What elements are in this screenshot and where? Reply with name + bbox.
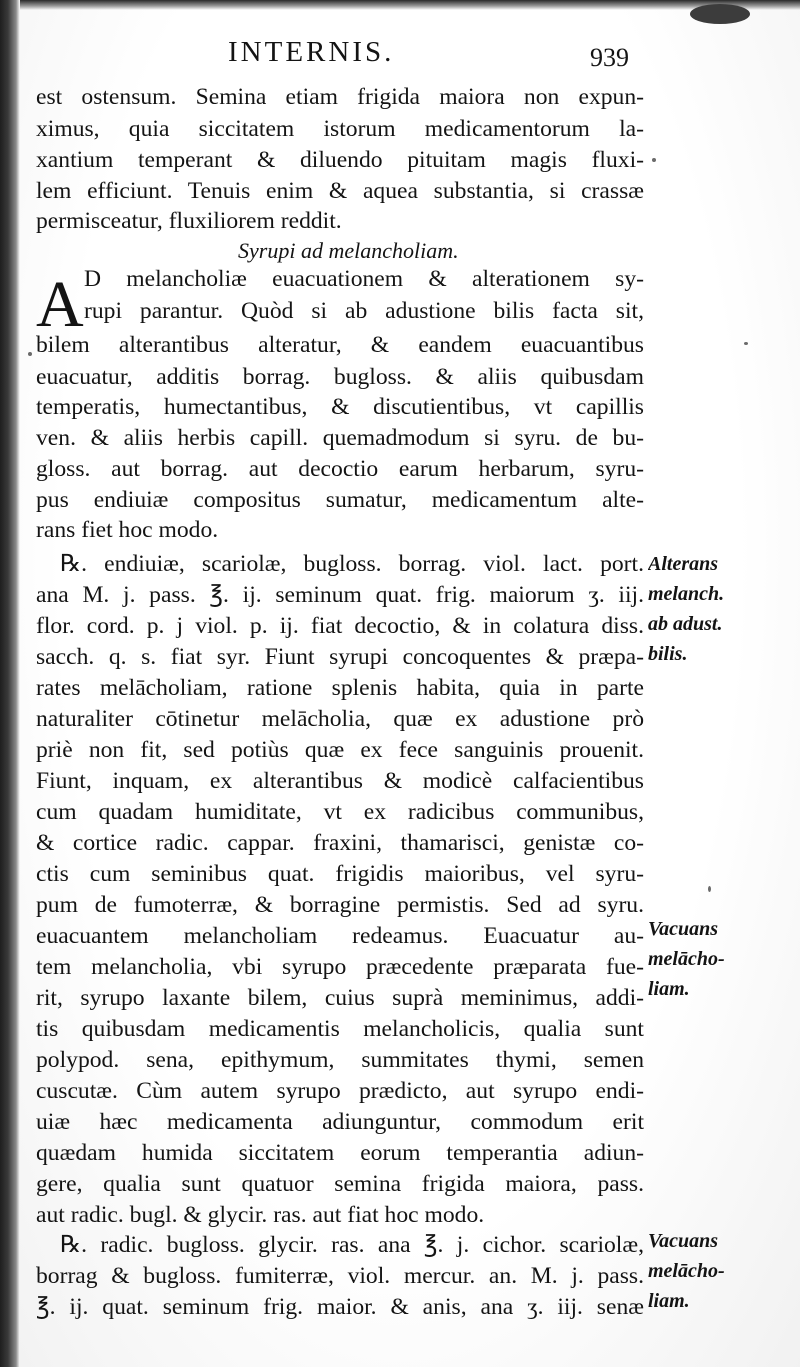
margin-note-vacuans <box>648 1226 796 1316</box>
margin-note-line: melanch. <box>648 583 725 605</box>
text-line: gloss. aut borrag. aut decoctio earum herbarum, syru- <box>36 458 644 482</box>
scan-speck <box>28 352 32 356</box>
text-line: lem efficiunt. Tenuis enim & aquea substantia, si crassæ <box>36 180 644 204</box>
margin-note-line: melācho- <box>648 948 725 970</box>
margin-note-vacuans <box>648 914 796 1004</box>
text-line: cuscutæ. Cùm autem syrupo prædicto, aut syrupo endi- <box>36 1080 644 1104</box>
text-line: tis quibusdam medicamentis melancholicis, qualia sunt <box>36 1018 644 1042</box>
text-line: ctis cum seminibus quat. frigidis maioribus, vel syru- <box>36 863 644 887</box>
text-line: euacuatur, additis borrag. bugloss. & aliis quibusdam <box>36 366 644 390</box>
text-line: quædam humida siccitatem eorum temperantia adiun- <box>36 1142 644 1166</box>
text-line: ℞. radic. bugloss. glycir. ras. ana ℥. j. cichor. scariolæ, <box>60 1234 644 1258</box>
text-line: ven. & aliis herbis capill. quemadmodum si syru. de bu- <box>36 427 644 451</box>
text-line: ℞. endiuiæ, scariolæ, bugloss. borrag. viol. lact. port. <box>60 553 644 577</box>
text-line: ana M. j. pass. ℥. ij. seminum quat. frig. maiorum ʒ. iij. <box>36 584 644 608</box>
page-number: 939 <box>590 43 629 72</box>
text-line: xantium temperant & diluendo pituitam magis fluxi- <box>36 149 644 173</box>
text-line: priè non fit, sed potiùs quæ ex fece sanguinis prouenit. <box>36 739 644 763</box>
text-line: euacuantem melancholiam redeamus. Euacuatur au- <box>36 925 644 949</box>
text-line: naturaliter cōtinetur melācholia, quæ ex adustione prò <box>36 708 644 732</box>
text-line: permisceatur, fluxiliorem reddit. <box>36 210 342 234</box>
section-heading: Syrupi ad melancholiam. <box>238 238 459 263</box>
text-line: rupi parantur. Quòd si ab adustione bilis facta sit, <box>84 300 644 324</box>
text-line: pus endiuiæ compositus sumatur, medicamentum alte- <box>36 489 644 513</box>
text-line: uiæ hæc medicamenta adiunguntur, commodum erit <box>36 1111 644 1135</box>
scan-speck <box>708 886 711 892</box>
text-line: pum de fumoterræ, & borragine permistis. Sed ad syru. <box>36 894 644 918</box>
text-line: tem melancholia, vbi syrupo præcedente præparata fue- <box>36 956 644 980</box>
text-line: est ostensum. Semina etiam frigida maiora non expun- <box>36 86 644 110</box>
margin-note-line: liam. <box>648 1290 690 1312</box>
scan-shadow-left <box>0 0 20 1367</box>
margin-note-line: Vacuans <box>648 918 719 940</box>
scan-speck <box>744 342 748 345</box>
margin-note-line: Vacuans <box>648 1230 719 1252</box>
text-line: gere, qualia sunt quatuor semina frigida maiora, pass. <box>36 1173 644 1197</box>
text-line: Fiunt, inquam, ex alterantibus & modicè calfacientibus <box>36 770 644 794</box>
drop-initial: A <box>36 268 84 341</box>
margin-note-alterans <box>648 549 796 669</box>
text-line: aut radic. bugl. & glycir. ras. aut fiat hoc modo. <box>36 1204 485 1228</box>
text-line: ximus, quia siccitatem istorum medicamentorum la- <box>36 118 644 142</box>
margin-note-line: liam. <box>648 978 690 1000</box>
text-line: flor. cord. p. j viol. p. ij. fiat decoctio, & in colatura diss. <box>36 615 644 639</box>
margin-note-line: ab adust. <box>648 613 723 635</box>
text-line: ℥. ij. quat. seminum frig. maior. & anis, ana ʒ. iij. senæ <box>36 1296 644 1320</box>
text-line: rit, syrupo laxante bilem, cuius suprà meminimus, addi- <box>36 987 644 1011</box>
margin-note-line: bilis. <box>648 643 688 665</box>
margin-note-line: melācho- <box>648 1260 725 1282</box>
text-line: D melancholiæ euacuationem & alterationem sy- <box>84 268 644 292</box>
text-line: & cortice radic. cappar. fraxini, thamarisci, genistæ co- <box>36 832 644 856</box>
text-line: rates melācholiam, ratione splenis habita, quia in parte <box>36 677 644 701</box>
text-line: borrag & bugloss. fumiterræ, viol. mercur. an. M. j. pass. <box>36 1265 644 1289</box>
scan-shadow-top <box>0 0 800 10</box>
text-line: cum quadam humiditate, vt ex radicibus communibus, <box>36 801 644 825</box>
margin-note-line: Alterans <box>648 553 719 575</box>
running-head: INTERNIS. <box>228 36 395 68</box>
ink-blot <box>690 4 750 24</box>
text-line: rans fiet hoc modo. <box>36 519 219 543</box>
text-line: sacch. q. s. fiat syr. Fiunt syrupi concoquentes & præpa- <box>36 646 644 670</box>
text-line: temperatis, humectantibus, & discutientibus, vt capillis <box>36 396 644 420</box>
text-line: bilem alterantibus alteratur, & eandem euacuantibus <box>36 334 644 358</box>
scan-speck <box>652 158 656 162</box>
text-line: polypod. sena, epithymum, summitates thymi, semen <box>36 1049 644 1073</box>
